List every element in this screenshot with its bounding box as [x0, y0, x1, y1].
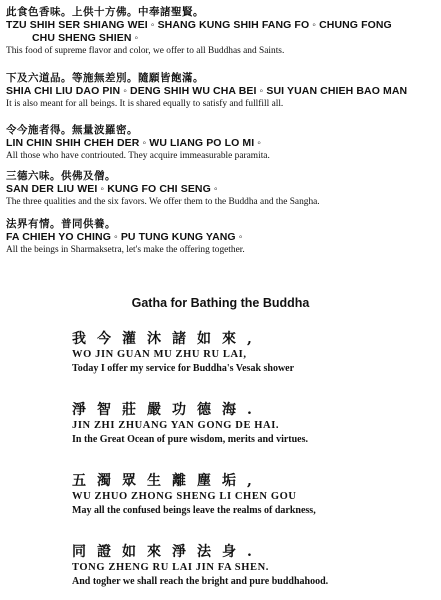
- verse-romanization-continued: CHU SHENG SHIEN ◦: [32, 32, 139, 44]
- verse-romanization: SHIA CHI LIU DAO PIN ◦ DENG SHIH WU CHA BEI ◦ SUI YUAN CHIEH BAO MAN: [6, 85, 408, 97]
- gatha-english: May all the confused beings leave the realms of darkness,: [72, 505, 316, 516]
- verse-english: The three qualities and the six favors. We offer them to the Buddha and the Sangha.: [6, 197, 320, 207]
- verse-block: [6, 6, 438, 57]
- gatha-english: In the Great Ocean of pure wisdom, merits and virtues.: [72, 434, 309, 445]
- gatha-english: Today I offer my service for Buddha's Vesak shower: [72, 363, 295, 374]
- verse-english: It is also meant for all beings. It is shared equally to satisfy and fullfill all.: [6, 99, 284, 109]
- verse-chinese: 令今施者得。無量波羅密。: [6, 124, 138, 136]
- verse-chinese: 法界有情。普同供養。: [6, 218, 116, 230]
- gatha-romanization: TONG ZHENG RU LAI JIN FA SHEN.: [72, 562, 270, 573]
- gatha-english: And togher we shall reach the bright and pure buddhahood.: [72, 576, 329, 587]
- gatha-chinese: 同證如來淨法身.: [72, 544, 263, 560]
- gatha-chinese: 淨智莊嚴功德海.: [72, 402, 263, 418]
- verse-chinese: 三德六味。供佛及僧。: [6, 170, 116, 182]
- verse-chinese: 此食色香味。上供十方佛。中奉諸聖賢。: [6, 6, 204, 18]
- gatha-romanization: WO JIN GUAN MU ZHU RU LAI,: [72, 349, 247, 360]
- verse-romanization: TZU SHIH SER SHIANG WEI ◦ SHANG KUNG SHIH FANG FO ◦ CHUNG FONG: [6, 19, 392, 31]
- verse-english: This food of supreme flavor and color, we offer to all Buddhas and Saints.: [6, 46, 285, 56]
- gatha-line: [72, 543, 438, 589]
- verse-block: [6, 124, 438, 162]
- gatha-romanization: JIN ZHI ZHUANG YAN GONG DE HAI.: [72, 420, 280, 431]
- gatha-chinese: 五濁眾生離塵垢,: [72, 473, 263, 489]
- verse-romanization: FA CHIEH YO CHING ◦ PU TUNG KUNG YANG ◦: [6, 231, 243, 243]
- gatha-title: Gatha for Bathing the Buddha: [131, 296, 310, 310]
- gatha-romanization: WU ZHUO ZHONG SHENG LI CHEN GOU: [72, 491, 297, 502]
- verse-block: [6, 218, 438, 256]
- gatha-line: [72, 472, 438, 518]
- verse-block: [6, 72, 438, 110]
- verse-chinese: 下及六道品。等施無差別。隨願皆飽滿。: [6, 72, 204, 84]
- verse-block: [6, 170, 438, 208]
- gatha-line: [72, 330, 438, 376]
- verse-romanization: LIN CHIN SHIH CHEH DER ◦ WU LIANG PO LO MI ◦: [6, 137, 262, 149]
- verse-romanization: SAN DER LIU WEI ◦ KUNG FO CHI SENG ◦: [6, 183, 218, 195]
- gatha-line: [72, 401, 438, 447]
- gatha-chinese: 我今灌沐諸如來,: [72, 331, 263, 347]
- verse-english: All the beings in Sharmaksetra, let's make the offering together.: [6, 245, 245, 255]
- verse-english: All those who have contriouted. They acquire immeasurable paramita.: [6, 151, 270, 161]
